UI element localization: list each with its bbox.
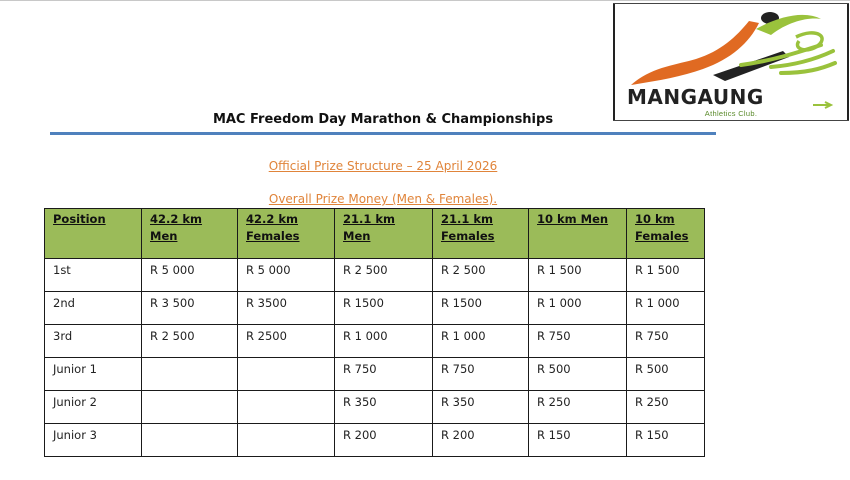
header-21km-females: 21.1 km Females	[433, 209, 529, 259]
logo-arrow-icon	[813, 101, 835, 109]
table-cell: R 1500	[335, 292, 433, 325]
table-cell	[238, 424, 335, 457]
table-row	[45, 391, 705, 424]
table-cell: R 1 000	[433, 325, 529, 358]
table-cell: R 500	[529, 358, 627, 391]
table-cell: 1st	[45, 259, 142, 292]
table-cell	[142, 424, 238, 457]
header-10km-men: 10 km Men	[529, 209, 627, 259]
table-cell: R 1 500	[529, 259, 627, 292]
table-row	[45, 358, 705, 391]
table-cell: Junior 2	[45, 391, 142, 424]
logo-subtitle: Athletics Club.	[704, 109, 758, 118]
table-cell: R 250	[627, 391, 705, 424]
table-cell: Junior 1	[45, 358, 142, 391]
table-cell: R 2 500	[335, 259, 433, 292]
document-title: MAC Freedom Day Marathon & Championships	[212, 112, 554, 127]
table-cell: R 5 000	[238, 259, 335, 292]
table-cell: R 200	[335, 424, 433, 457]
prize-table	[44, 208, 705, 457]
club-logo	[613, 3, 849, 121]
table-cell	[238, 391, 335, 424]
header-42km-females: 42.2 km Females	[238, 209, 335, 259]
table-cell: R 1 000	[627, 292, 705, 325]
table-cell	[142, 358, 238, 391]
table-cell: R 2 500	[433, 259, 529, 292]
table-header-row	[45, 209, 705, 259]
header-position: Position	[45, 209, 142, 259]
logo-wordmark: MANGAUNG	[627, 85, 764, 109]
table-cell: R 2 500	[142, 325, 238, 358]
table-cell: R 350	[433, 391, 529, 424]
table-cell: R 200	[433, 424, 529, 457]
table-cell: 2nd	[45, 292, 142, 325]
table-cell: R 1 000	[335, 325, 433, 358]
table-cell: R 750	[529, 325, 627, 358]
table-cell: R 250	[529, 391, 627, 424]
header-21km-men: 21.1 km Men	[335, 209, 433, 259]
header-10km-females: 10 km Females	[627, 209, 705, 259]
prize-structure-heading: Official Prize Structure – 25 April 2026	[268, 159, 498, 173]
table-cell: R 3500	[238, 292, 335, 325]
header-42km-men: 42.2 km Men	[142, 209, 238, 259]
table-row	[45, 325, 705, 358]
table-row	[45, 292, 705, 325]
table-row	[45, 424, 705, 457]
table-cell: R 150	[627, 424, 705, 457]
table-cell	[238, 358, 335, 391]
table-cell: R 5 000	[142, 259, 238, 292]
table-cell: R 350	[335, 391, 433, 424]
table-cell: R 3 500	[142, 292, 238, 325]
table-cell: 3rd	[45, 325, 142, 358]
table-cell: R 750	[627, 325, 705, 358]
table-cell	[142, 391, 238, 424]
page-top-border	[0, 0, 850, 1]
runner-logo-icon	[621, 7, 841, 87]
table-row	[45, 259, 705, 292]
prize-money-heading: Overall Prize Money (Men & Females).	[268, 192, 498, 206]
table-cell: R 1 500	[627, 259, 705, 292]
table-cell: R 1500	[433, 292, 529, 325]
table-cell: R 750	[335, 358, 433, 391]
table-cell: R 2500	[238, 325, 335, 358]
table-cell: Junior 3	[45, 424, 142, 457]
title-underline-rule	[50, 132, 716, 135]
table-cell: R 750	[433, 358, 529, 391]
table-cell: R 150	[529, 424, 627, 457]
table-cell: R 500	[627, 358, 705, 391]
table-cell: R 1 000	[529, 292, 627, 325]
